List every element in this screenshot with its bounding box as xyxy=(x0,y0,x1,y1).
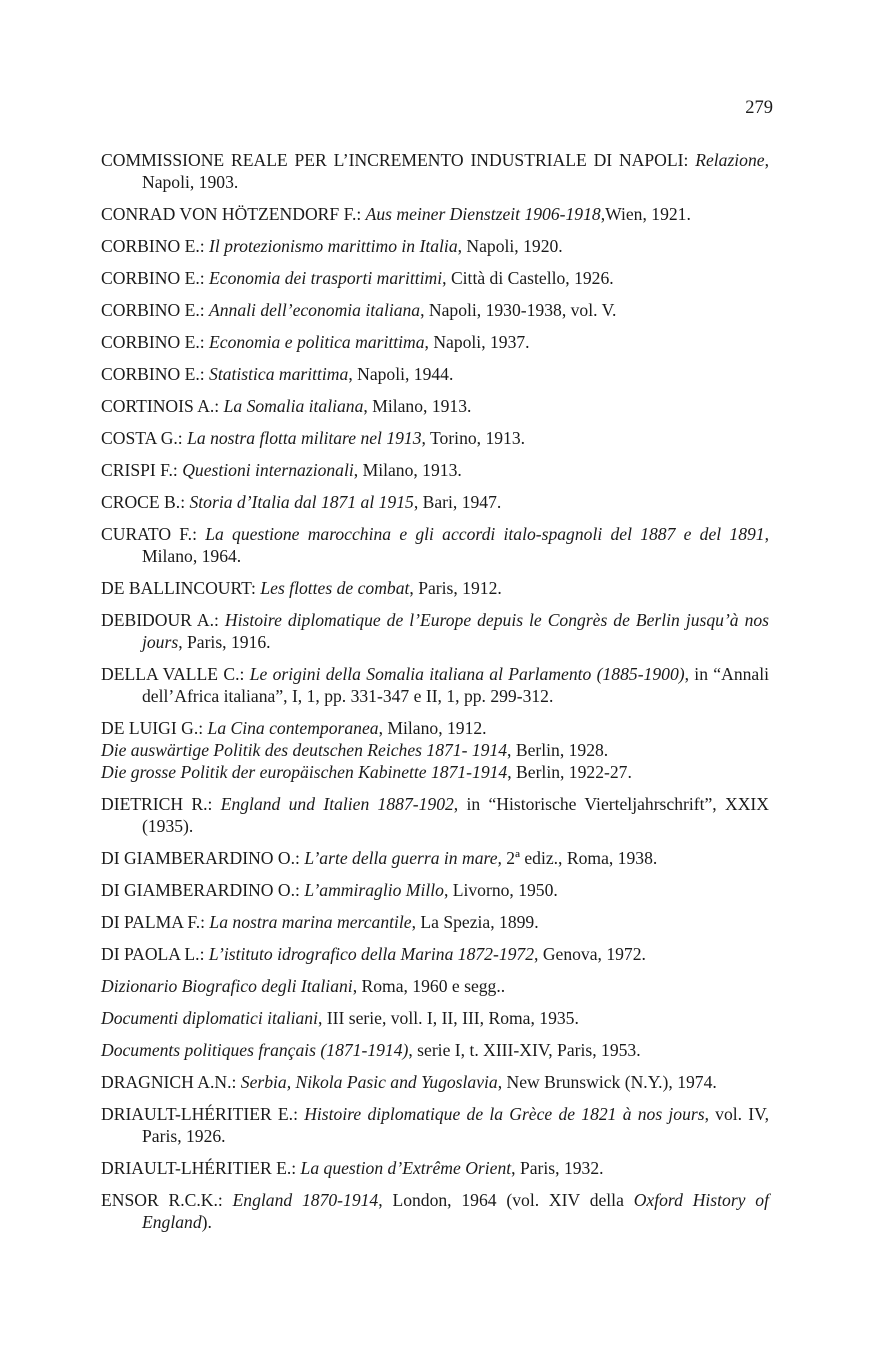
entry-publication-info: , Berlin, 1928. xyxy=(507,740,609,760)
bibliography-entry xyxy=(101,299,769,321)
bibliography-list xyxy=(101,149,769,1243)
entry-title: Le origini della Somalia italiana al Parlamento (1885-1900) xyxy=(249,664,685,684)
bibliography-entry xyxy=(101,739,769,761)
bibliography-entry xyxy=(101,717,769,739)
entry-publication-info: , Napoli, 1937. xyxy=(424,332,530,352)
entry-author: DI GIAMBERARDINO O.: xyxy=(101,848,305,868)
entry-author: CORBINO E.: xyxy=(101,268,210,288)
entry-publication-info: , III serie, voll. I, II, III, Roma, 1935. xyxy=(317,1008,579,1028)
entry-publication-info: , Torino, 1913. xyxy=(421,428,526,448)
entry-publication-info: , La Spezia, 1899. xyxy=(411,912,539,932)
entry-title: Documenti diplomatici italiani xyxy=(101,1008,318,1028)
entry-title: Histoire diplomatique de l’Europe depuis le Congrès de Berlin jusqu’à nos jours xyxy=(142,610,770,652)
entry-title: England und Italien 1887-1902 xyxy=(220,794,454,814)
bibliography-entry xyxy=(101,267,769,289)
entry-title: Documents politiques français (1871-1914) xyxy=(101,1040,409,1060)
page-number: 279 xyxy=(745,98,773,118)
bibliography-entry xyxy=(101,491,769,513)
entry-title: Dizionario Biografico degli Italiani xyxy=(101,976,353,996)
bibliography-entry xyxy=(101,879,769,901)
entry-publication-info: , Napoli, 1920. xyxy=(457,236,563,256)
entry-publication-info: 2ª ediz., Roma, 1938. xyxy=(501,848,658,868)
entry-publication-info: , in “Historische Vierteljahrschrift”, XXIX (1935). xyxy=(142,794,769,836)
entry-author: DIETRICH R.: xyxy=(101,794,221,814)
entry-author: CORBINO E.: xyxy=(101,236,210,256)
entry-publication-info: , Milano, 1964. xyxy=(142,524,769,566)
bibliography-entry xyxy=(101,459,769,481)
bibliography-entry xyxy=(101,577,769,599)
entry-author: CROCE B.: xyxy=(101,492,190,512)
entry-author: DI GIAMBERARDINO O.: xyxy=(101,880,305,900)
entry-publication-info: , Napoli, 1930-1938, vol. V. xyxy=(420,300,617,320)
entry-author: CORBINO E.: xyxy=(101,364,210,384)
entry-title: Aus meiner Dienstzeit 1906-1918 xyxy=(365,204,601,224)
entry-title: L’istituto idrografico della Marina 1872-1972 xyxy=(208,944,535,964)
entry-author: COSTA G.: xyxy=(101,428,188,448)
entry-title: La Cina contemporanea xyxy=(207,718,379,738)
bibliography-entry xyxy=(101,331,769,353)
entry-author: DRIAULT-LHÉRITIER E.: xyxy=(101,1104,305,1124)
bibliography-entry xyxy=(101,943,769,965)
entry-author: DI PALMA F.: xyxy=(101,912,210,932)
entry-publication-info: , Genova, 1972. xyxy=(534,944,646,964)
entry-author: CORBINO E.: xyxy=(101,300,210,320)
bibliography-entry xyxy=(101,1071,769,1093)
entry-title: Questioni internazionali xyxy=(182,460,354,480)
bibliography-entry xyxy=(101,1157,769,1179)
entry-author: CURATO F.: xyxy=(101,524,206,544)
bibliography-entry xyxy=(101,975,769,997)
entry-title: L’ammiraglio Millo xyxy=(304,880,444,900)
entry-author: CORTINOIS A.: xyxy=(101,396,224,416)
entry-publication-info: , Milano, 1913. xyxy=(363,396,472,416)
entry-title: Oxford History of England xyxy=(142,1190,769,1232)
entry-publication-info: , serie I, t. XIII-XIV, Paris, 1953. xyxy=(408,1040,641,1060)
bibliography-entry xyxy=(101,1189,769,1233)
bibliography-entry xyxy=(101,203,769,225)
entry-title: Die auswärtige Politik des deutschen Reiches 1871- 1914 xyxy=(101,740,508,760)
entry-publication-info: , Livorno, 1950. xyxy=(443,880,558,900)
entry-author: DE LUIGI G.: xyxy=(101,718,208,738)
entry-publication-info: , New Brunswick (N.Y.), 1974. xyxy=(497,1072,717,1092)
entry-author: CORBINO E.: xyxy=(101,332,210,352)
bibliography-entry xyxy=(101,395,769,417)
entry-author: DELLA VALLE C.: xyxy=(101,664,250,684)
entry-title: Die grosse Politik der europäischen Kabinette 1871-1914 xyxy=(101,762,508,782)
entry-publication-info: , London, 1964 (vol. XIV della xyxy=(378,1190,634,1210)
bibliography-entry xyxy=(101,663,769,707)
entry-title: Serbia, Nikola Pasic and Yugoslavia xyxy=(240,1072,498,1092)
entry-title: Statistica marittima xyxy=(209,364,349,384)
entry-publication-info: , vol. IV, Paris, 1926. xyxy=(142,1104,769,1146)
entry-title: Economia dei trasporti marittimi xyxy=(209,268,443,288)
entry-publication-info: , Berlin, 1922-27. xyxy=(507,762,632,782)
bibliography-entry xyxy=(101,363,769,385)
entry-title: Histoire diplomatique de la Grèce de 1821 à nos jours xyxy=(304,1104,705,1124)
entry-title: La Somalia italiana xyxy=(223,396,364,416)
entry-author: ENSOR R.C.K.: xyxy=(101,1190,233,1210)
entry-title: La nostra flotta militare nel 1913 xyxy=(187,428,422,448)
entry-title: Economia e politica marittima xyxy=(209,332,425,352)
bibliography-entry xyxy=(101,1103,769,1147)
entry-publication-info: , Roma, 1960 e segg.. xyxy=(352,976,506,996)
entry-publication-info: , Milano, 1913. xyxy=(353,460,462,480)
entry-author: DRAGNICH A.N.: xyxy=(101,1072,241,1092)
entry-author: DRIAULT-LHÉRITIER E.: xyxy=(101,1158,301,1178)
entry-publication-info: , Paris, 1916. xyxy=(178,632,271,652)
entry-publication-info: , Napoli, 1944. xyxy=(348,364,454,384)
entry-author: COMMISSIONE REALE PER L’INCREMENTO INDUSTRIALE DI NAPOLI: xyxy=(101,150,696,170)
entry-publication-info: , Paris, 1912. xyxy=(409,578,502,598)
entry-publication-info: ). xyxy=(201,1212,212,1232)
entry-publication-info: , Bari, 1947. xyxy=(413,492,502,512)
entry-publication-info: , in “Annali dell’Africa italiana”, I, 1, pp. 331-347 e II, 1, pp. 299-312. xyxy=(142,664,769,706)
bibliography-entry xyxy=(101,523,769,567)
entry-title: England 1870-1914 xyxy=(232,1190,379,1210)
entry-author: DI PAOLA L.: xyxy=(101,944,209,964)
entry-publication-info: , Milano, 1912. xyxy=(378,718,487,738)
entry-title: Storia d’Italia dal 1871 al 1915 xyxy=(189,492,414,512)
bibliography-entry xyxy=(101,793,769,837)
entry-title: Il protezionismo marittimo in Italia xyxy=(209,236,458,256)
entry-title: Annali dell’economia italiana xyxy=(209,300,421,320)
bibliography-entry xyxy=(101,911,769,933)
entry-author: CRISPI F.: xyxy=(101,460,183,480)
entry-author: DE BALLINCOURT: xyxy=(101,578,261,598)
entry-publication-info: , Città di Castello, 1926. xyxy=(442,268,614,288)
entry-title: La nostra marina mercantile xyxy=(209,912,412,932)
bibliography-entry xyxy=(101,847,769,869)
bibliography-entry xyxy=(101,1007,769,1029)
entry-title: L’arte della guerra in mare, xyxy=(304,848,502,868)
entry-title: La questione marocchina e gli accordi italo-spagnoli del 1887 e del 1891 xyxy=(205,524,765,544)
bibliography-entry xyxy=(101,609,769,653)
entry-author: DEBIDOUR A.: xyxy=(101,610,225,630)
entry-publication-info: , Paris, 1932. xyxy=(511,1158,604,1178)
bibliography-entry xyxy=(101,1039,769,1061)
entry-author: CONRAD VON HÖTZENDORF F.: xyxy=(101,204,366,224)
entry-publication-info: ,Wien, 1921. xyxy=(600,204,691,224)
bibliography-entry xyxy=(101,761,769,783)
bibliography-entry xyxy=(101,149,769,193)
entry-publication-info: , Napoli, 1903. xyxy=(142,150,769,192)
entry-title: La question d’Extrême Orient xyxy=(300,1158,512,1178)
bibliography-entry xyxy=(101,235,769,257)
bibliography-entry xyxy=(101,427,769,449)
entry-title: Relazione xyxy=(695,150,765,170)
entry-title: Les flottes de combat xyxy=(260,578,410,598)
